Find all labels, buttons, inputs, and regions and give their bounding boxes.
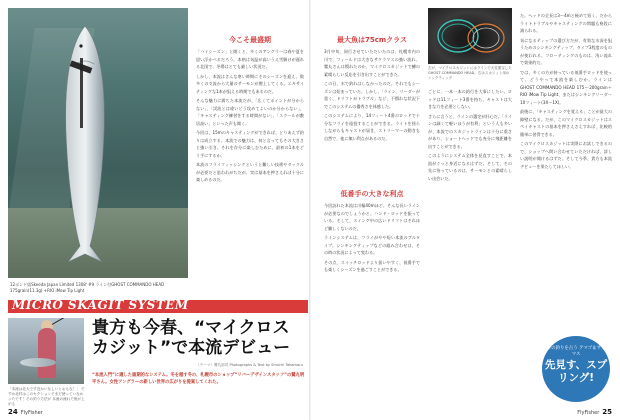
right-column-1	[324, 36, 420, 144]
promo-subtitle: 今年の釣りを占う アマゴ＆サクラマス	[542, 346, 610, 357]
fishing-rod	[52, 318, 84, 325]
fly-line-photo	[428, 8, 512, 64]
page-number-right: 25	[602, 408, 612, 416]
article-headline: 貴方も今春、“マイクロスカジット”で本流デビュー	[92, 318, 291, 358]
right-column-2-heading: 低番手の大きな利点	[340, 190, 404, 198]
folio-right	[577, 408, 612, 416]
caught-fish	[20, 358, 56, 367]
salmon-illustration	[56, 24, 114, 264]
paragraph: ごとに、一本一本の釣行を大事にしたい。ロッドは11フィート3番を持ち、キャストは大きな力を必要としない。	[428, 89, 512, 109]
paragraph: では、多くの方が持っている低番手ロッドを使って、どうやって本流を楽しむか。ラインはGHOST COMMANDO HEAD 175〜200grain＋RIO iMow Tip Light、またはシンキングリーダー10フィート(3X〜1X)。	[520, 69, 612, 105]
paragraph: しかし、本流はさんな寒い時期にそのシーズンを迎え、数多くの支流から大量のサーモンが遡上してくる。エキサイティングな1本が狙える時期でもあるのだ。	[196, 73, 304, 94]
page-number-left: 24	[8, 408, 18, 416]
left-column-heading: 今こそ最盛期	[229, 36, 271, 44]
paragraph: その点、スイッチロッドより扱いやすく、低番手でも楽しくシーズンを過ごすことができる。	[324, 259, 420, 272]
left-column	[196, 36, 304, 186]
folio-label-left: FlyFisher	[20, 410, 43, 416]
right-column-2b	[428, 88, 512, 184]
paragraph: この日、水で釣れはしなかったのだ。それでもシーズンは始まっていた。しかし、「ライン、リーダーが重く、ドリフトがトラブル」など、不慣れな状況下でこのシステムの優秀さを体感した。	[324, 81, 420, 109]
byline: （テーマ）鷲丸裕司 Photographs & Text by Shuichi Takamaru	[196, 363, 303, 367]
paragraph: 最後に、「キャスティングを覚える」ことが最大の障壁になる。だが、このマイクロスカジットはスペイキャストの基本を押さえさえすれば、比較的簡単に習得できる。	[520, 109, 612, 137]
paragraph: た。ヘッドの全長は3〜4mと極めて短く、だからライトトラブルやキャスティングの問題も格段に減られる。	[520, 13, 612, 33]
paragraph: そんな魅力に満ちた本流だが、「広くてポイントが分からない」、「渓流とは違いどう攻めてよいのか分からない」、「キャスティング練習をする時間がない」、「スクールが敷居高い」といった声も聞く。	[196, 98, 304, 126]
photo-caption: 12ポンド級Skeeda Japan Limited 1308' #9 ライン付GHOST COMMANDO HEAD 175grain(11.3g) +RIO iMow Tip Light	[10, 282, 165, 293]
paragraph: 「ハイシーズン」と聞くと、多くのアングラーは春や夏を思い浮かべるだろう。本格は気温が高いうえ雪解けが遅れる北国で、冬場はとても厳しい状況だ。	[196, 49, 304, 69]
paragraph: 今回訪れた本流は川幅40mほど。そんな長いラインが必要なのでしょうかと、ハンド・ロッドを振っている。そして、スイング中の広いドリフトはそれほど難しくないのだ。	[324, 203, 420, 231]
paragraph: 今回は、15mのキャスティングができれば、とりあえず釣りは成立する。本流での魅力は、何と言ってもその大きさと強い引き。それを存分に楽しむために、最初の1本をどう手にするか。	[196, 130, 304, 158]
paragraph: このマイクロスカジットは実際にお試しできるので、ショップへ問い合わせていただければ、詳しい説明が聞けるはずだ。そして今季、貴方も本流デビューを果たしてほしい。	[520, 141, 612, 169]
paragraph: このシステムにより、14フィート4番のロッドで十分なフライを遠投することができる。ライトを揺らしながらもキャストが届き、ストリーマーの動きも自然で、他に無い利点があるのだ。	[324, 113, 420, 141]
fly-line-caption: 左が、マイクロスカジットにはラインで大変重宝した GHOST COMMANDO HEAD。右はスカジット用のシンクティップ	[428, 66, 512, 80]
paragraph: ラインシステムは、フライがやや短い本流のブルタイプ。シンキングティップなどの組み合わせは、その時の状況によって変わる。	[324, 235, 420, 255]
right-column-2	[324, 190, 420, 276]
right-column-1-heading: 最大魚は75cmクラス	[337, 36, 407, 44]
angler-body	[38, 328, 56, 378]
paragraph: さらに言うと、ラインの選定が肝心だ。「ラインは細くて軽いほうが有利」という人も多いが、本流でのスカジットラインは十分に重さがあり、ショートヘッドでも充分に飛距離を出すことができる。	[428, 113, 512, 149]
right-column-3	[520, 12, 612, 172]
promo-title: 先見す、スプリング!	[544, 359, 608, 384]
paragraph: 3月中旬、同行させていただいたのは、札幌市内の川で、フィールドは大きなサクラマスの強い流れ、鷲丸さんは慣れたのか、マイクロスカジットで鱒の素晴らしい反応を引き出すことができた。	[324, 49, 420, 77]
promo-badge	[542, 336, 610, 402]
paragraph: このようにシステム全体を見直すことで、本流がぐっと身近になるはずだ。そして、その先に待っているのは、サーモンとの素晴らしい出会いだ。	[428, 153, 512, 181]
angler-photo-caption: 「本流は北大です近かいなしいとおもな！」 ですか北村はこのセクションでまだ使っていなかったです！その釣り方法が 本流の流れで魚が上がる	[8, 387, 85, 406]
lead-text: “本流入門”に適した画期的なシステム。冬を越す冬の、札幌市のショップ“リバーデザインスタッフ”の鷲丸明平さん。女性アングラーの新しい世界の広がりを提案してくれた。	[92, 373, 305, 385]
folio-label-right: FlyFisher	[577, 410, 600, 416]
paragraph: 気になるティップの選び方だが、有効な水深を狙うためのシンキングティップ、タイプ3程度のものが使われる。フローティングのものは、浅い流れで効果的だ。	[520, 37, 612, 65]
salmon-photo	[8, 8, 188, 278]
section-band-title: MICRO SKAGIT SYSTEM	[12, 298, 189, 312]
folio-left	[8, 408, 43, 416]
angler-photo	[8, 318, 84, 384]
coiled-line-icon	[428, 8, 512, 64]
paragraph: 本流のフライフィッシングというと難しい技術やタックルが必要だと思われがちだが、実は基本を押さえれば十分に楽しめるのだ。	[196, 162, 304, 182]
